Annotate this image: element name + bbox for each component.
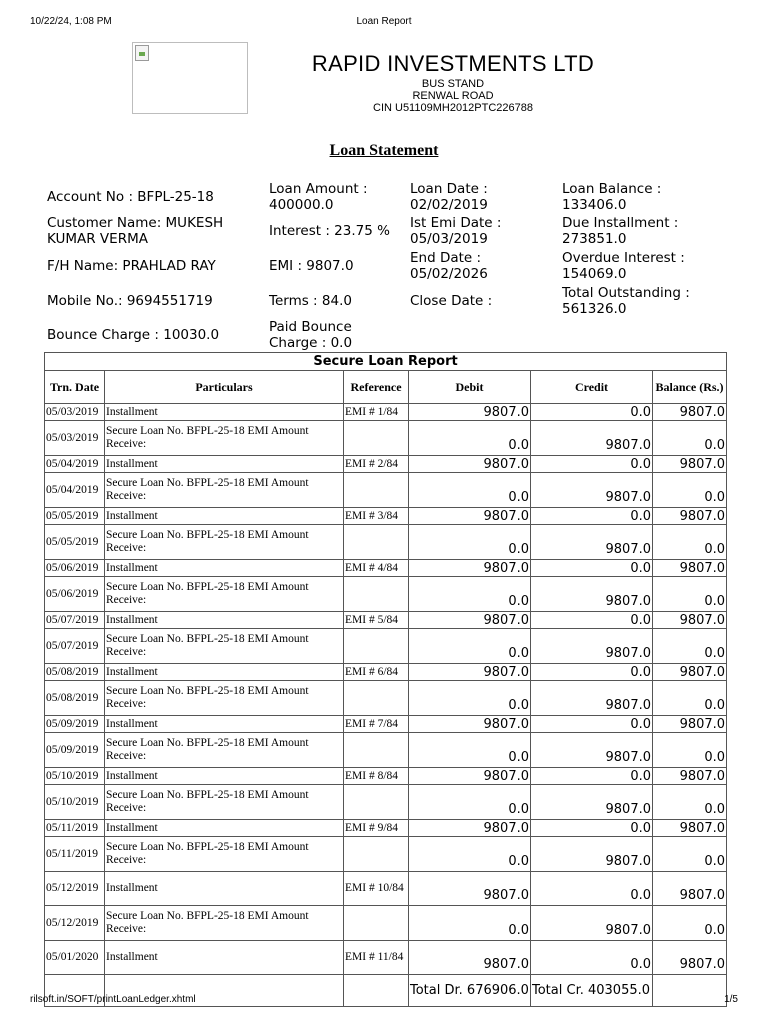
particulars-cell: Installment: [105, 768, 344, 785]
balance-cell: 9807.0: [653, 560, 727, 577]
balance-cell: 9807.0: [653, 820, 727, 837]
reference-cell: EMI # 3/84: [344, 508, 409, 525]
print-header: [30, 16, 738, 30]
emi: EMI : 9807.0: [269, 258, 354, 274]
reference-cell: EMI # 6/84: [344, 664, 409, 681]
balance-cell: 9807.0: [653, 872, 727, 906]
particulars-cell: Installment: [105, 404, 344, 421]
balance-cell: 0.0: [653, 577, 727, 612]
trn-date-cell: 05/06/2019: [45, 560, 105, 577]
credit-cell: 0.0: [531, 941, 653, 975]
col-header-reference: Reference: [344, 371, 409, 404]
particulars-cell: Installment: [105, 456, 344, 473]
credit-cell: 0.0: [531, 716, 653, 733]
mobile-no: Mobile No.: 9694551719: [47, 293, 213, 309]
loan-date: Loan Date : 02/02/2019: [410, 181, 488, 213]
reference-cell: [344, 906, 409, 941]
due-installment: Due Installment : 273851.0: [562, 215, 679, 247]
debit-cell: 0.0: [409, 421, 531, 456]
trn-date-cell: 05/04/2019: [45, 473, 105, 508]
credit-cell: 0.0: [531, 820, 653, 837]
trn-date-cell: 05/05/2019: [45, 525, 105, 560]
print-datetime: 10/22/24, 1:08 PM: [30, 16, 112, 27]
particulars-cell: Secure Loan No. BFPL-25-18 EMI Amount Receive:: [105, 785, 344, 820]
statement-title: Loan Statement: [329, 142, 439, 159]
table-row: [45, 525, 727, 560]
loan-ledger-table: [44, 352, 727, 1007]
credit-cell: 0.0: [531, 872, 653, 906]
credit-cell: 9807.0: [531, 629, 653, 664]
reference-cell: EMI # 9/84: [344, 820, 409, 837]
debit-cell: 0.0: [409, 629, 531, 664]
trn-date-cell: 05/04/2019: [45, 456, 105, 473]
debit-cell: 0.0: [409, 785, 531, 820]
end-date: End Date : 05/02/2026: [410, 250, 488, 282]
trn-date-cell: 05/03/2019: [45, 404, 105, 421]
table-row: [45, 681, 727, 716]
credit-cell: 9807.0: [531, 421, 653, 456]
overdue-interest: Overdue Interest : 154069.0: [562, 250, 685, 282]
balance-cell: 0.0: [653, 681, 727, 716]
debit-cell: 9807.0: [409, 560, 531, 577]
interest: Interest : 23.75 %: [269, 223, 390, 239]
reference-cell: EMI # 11/84: [344, 941, 409, 975]
company-header: [250, 50, 656, 114]
paid-bounce-charge: Paid Bounce Charge : 0.0: [269, 319, 353, 351]
total-outstanding: Total Outstanding : 561326.0: [562, 285, 690, 317]
debit-cell: 0.0: [409, 906, 531, 941]
col-header-credit: Credit: [531, 371, 653, 404]
reference-cell: [344, 577, 409, 612]
reference-cell: EMI # 2/84: [344, 456, 409, 473]
table-row: [45, 421, 727, 456]
print-footer: [30, 994, 738, 1008]
particulars-cell: Secure Loan No. BFPL-25-18 EMI Amount Receive:: [105, 837, 344, 872]
table-row: [45, 456, 727, 473]
table-row: [45, 768, 727, 785]
table-row: [45, 820, 727, 837]
trn-date-cell: 05/06/2019: [45, 577, 105, 612]
reference-cell: [344, 785, 409, 820]
credit-cell: 9807.0: [531, 906, 653, 941]
trn-date-cell: 05/12/2019: [45, 872, 105, 906]
particulars-cell: Installment: [105, 612, 344, 629]
trn-date-cell: 05/11/2019: [45, 820, 105, 837]
table-row: [45, 941, 727, 975]
customer-name: Customer Name: MUKESH KUMAR VERMA: [47, 215, 224, 247]
trn-date-cell: 05/11/2019: [45, 837, 105, 872]
debit-cell: 9807.0: [409, 872, 531, 906]
terms: Terms : 84.0: [269, 293, 352, 309]
trn-date-cell: 05/03/2019: [45, 421, 105, 456]
trn-date-cell: 05/08/2019: [45, 681, 105, 716]
trn-date-cell: 05/10/2019: [45, 785, 105, 820]
balance-cell: 9807.0: [653, 664, 727, 681]
balance-cell: 0.0: [653, 629, 727, 664]
company-name: RAPID INVESTMENTS LTD: [311, 51, 595, 76]
particulars-cell: Installment: [105, 664, 344, 681]
debit-cell: 9807.0: [409, 941, 531, 975]
reference-cell: EMI # 1/84: [344, 404, 409, 421]
table-row: [45, 612, 727, 629]
credit-cell: 9807.0: [531, 681, 653, 716]
reference-cell: [344, 525, 409, 560]
credit-cell: 0.0: [531, 508, 653, 525]
table-header-row: [45, 371, 727, 404]
table-caption: Secure Loan Report: [45, 353, 727, 371]
table-row: [45, 785, 727, 820]
table-row: [45, 508, 727, 525]
print-title: Loan Report: [356, 16, 412, 27]
particulars-cell: Secure Loan No. BFPL-25-18 EMI Amount Receive:: [105, 473, 344, 508]
debit-cell: 9807.0: [409, 768, 531, 785]
debit-cell: 0.0: [409, 525, 531, 560]
balance-cell: 0.0: [653, 837, 727, 872]
debit-cell: 9807.0: [409, 508, 531, 525]
credit-cell: 9807.0: [531, 577, 653, 612]
credit-cell: 9807.0: [531, 473, 653, 508]
particulars-cell: Secure Loan No. BFPL-25-18 EMI Amount Receive:: [105, 681, 344, 716]
table-row: [45, 872, 727, 906]
company-logo: [132, 42, 248, 114]
particulars-cell: Installment: [105, 820, 344, 837]
close-date: Close Date :: [410, 293, 493, 309]
particulars-cell: Installment: [105, 508, 344, 525]
table-row: [45, 404, 727, 421]
credit-cell: 9807.0: [531, 785, 653, 820]
table-row: [45, 716, 727, 733]
loan-amount: Loan Amount : 400000.0: [269, 181, 368, 213]
reference-cell: [344, 733, 409, 768]
trn-date-cell: 05/09/2019: [45, 716, 105, 733]
reference-cell: [344, 473, 409, 508]
table-row: [45, 664, 727, 681]
account-no: Account No : BFPL-25-18: [47, 189, 214, 205]
debit-cell: 0.0: [409, 837, 531, 872]
credit-cell: 9807.0: [531, 837, 653, 872]
trn-date-cell: 05/07/2019: [45, 612, 105, 629]
table-row: [45, 629, 727, 664]
particulars-cell: Secure Loan No. BFPL-25-18 EMI Amount Receive:: [105, 421, 344, 456]
balance-cell: 9807.0: [653, 768, 727, 785]
total-debit: Total Dr. 676906.0: [409, 975, 531, 1007]
balance-cell: 0.0: [653, 473, 727, 508]
trn-date-cell: 05/05/2019: [45, 508, 105, 525]
particulars-cell: Secure Loan No. BFPL-25-18 EMI Amount Receive:: [105, 906, 344, 941]
table-row: [45, 577, 727, 612]
credit-cell: 0.0: [531, 664, 653, 681]
credit-cell: 9807.0: [531, 733, 653, 768]
credit-cell: 0.0: [531, 404, 653, 421]
total-credit: Total Cr. 403055.0: [531, 975, 653, 1007]
loan-balance: Loan Balance : 133406.0: [562, 181, 662, 213]
debit-cell: 0.0: [409, 577, 531, 612]
trn-date-cell: 05/08/2019: [45, 664, 105, 681]
balance-cell: 9807.0: [653, 941, 727, 975]
reference-cell: EMI # 10/84: [344, 872, 409, 906]
trn-date-cell: 05/01/2020: [45, 941, 105, 975]
balance-cell: 9807.0: [653, 508, 727, 525]
particulars-cell: Installment: [105, 716, 344, 733]
balance-cell: 0.0: [653, 906, 727, 941]
credit-cell: 9807.0: [531, 525, 653, 560]
col-header-balance: Balance (Rs.): [653, 371, 727, 404]
particulars-cell: Installment: [105, 941, 344, 975]
table-row: [45, 906, 727, 941]
particulars-cell: Secure Loan No. BFPL-25-18 EMI Amount Receive:: [105, 525, 344, 560]
col-header-particulars: Particulars: [105, 371, 344, 404]
table-row: [45, 560, 727, 577]
credit-cell: 0.0: [531, 456, 653, 473]
trn-date-cell: 05/12/2019: [45, 906, 105, 941]
fh-name: F/H Name: PRAHLAD RAY: [47, 258, 216, 274]
company-address-line2: RENWAL ROAD: [412, 90, 494, 102]
debit-cell: 9807.0: [409, 664, 531, 681]
balance-cell: 9807.0: [653, 404, 727, 421]
table-row: [45, 733, 727, 768]
balance-cell: 9807.0: [653, 612, 727, 629]
table-row: [45, 837, 727, 872]
balance-cell: 9807.0: [653, 456, 727, 473]
trn-date-cell: 05/10/2019: [45, 768, 105, 785]
particulars-cell: Installment: [105, 872, 344, 906]
debit-cell: 9807.0: [409, 404, 531, 421]
reference-cell: [344, 421, 409, 456]
reference-cell: EMI # 8/84: [344, 768, 409, 785]
reference-cell: [344, 629, 409, 664]
debit-cell: 9807.0: [409, 820, 531, 837]
credit-cell: 0.0: [531, 768, 653, 785]
debit-cell: 0.0: [409, 473, 531, 508]
reference-cell: EMI # 5/84: [344, 612, 409, 629]
debit-cell: 0.0: [409, 681, 531, 716]
particulars-cell: Installment: [105, 560, 344, 577]
col-header-debit: Debit: [409, 371, 531, 404]
debit-cell: 9807.0: [409, 456, 531, 473]
reference-cell: EMI # 7/84: [344, 716, 409, 733]
bounce-charge: Bounce Charge : 10030.0: [47, 327, 220, 343]
credit-cell: 0.0: [531, 612, 653, 629]
company-address-line1: BUS STAND: [421, 78, 485, 90]
credit-cell: 0.0: [531, 560, 653, 577]
debit-cell: 9807.0: [409, 716, 531, 733]
particulars-cell: Secure Loan No. BFPL-25-18 EMI Amount Receive:: [105, 629, 344, 664]
reference-cell: [344, 837, 409, 872]
first-emi-date: Ist Emi Date : 05/03/2019: [410, 215, 502, 247]
print-page-number: 1/5: [724, 994, 738, 1005]
particulars-cell: Secure Loan No. BFPL-25-18 EMI Amount Receive:: [105, 577, 344, 612]
reference-cell: EMI # 4/84: [344, 560, 409, 577]
company-cin: CIN U51109MH2012PTC226788: [373, 102, 533, 114]
debit-cell: 0.0: [409, 733, 531, 768]
print-url: rilsoft.in/SOFT/printLoanLedger.xhtml: [30, 994, 196, 1005]
balance-cell: 0.0: [653, 525, 727, 560]
debit-cell: 9807.0: [409, 612, 531, 629]
table-row: [45, 473, 727, 508]
broken-image-icon: [135, 45, 149, 61]
trn-date-cell: 05/07/2019: [45, 629, 105, 664]
balance-cell: 9807.0: [653, 716, 727, 733]
trn-date-cell: 05/09/2019: [45, 733, 105, 768]
reference-cell: [344, 681, 409, 716]
balance-cell: 0.0: [653, 785, 727, 820]
col-header-trn-date: Trn. Date: [45, 371, 105, 404]
balance-cell: 0.0: [653, 421, 727, 456]
balance-cell: 0.0: [653, 733, 727, 768]
particulars-cell: Secure Loan No. BFPL-25-18 EMI Amount Receive:: [105, 733, 344, 768]
